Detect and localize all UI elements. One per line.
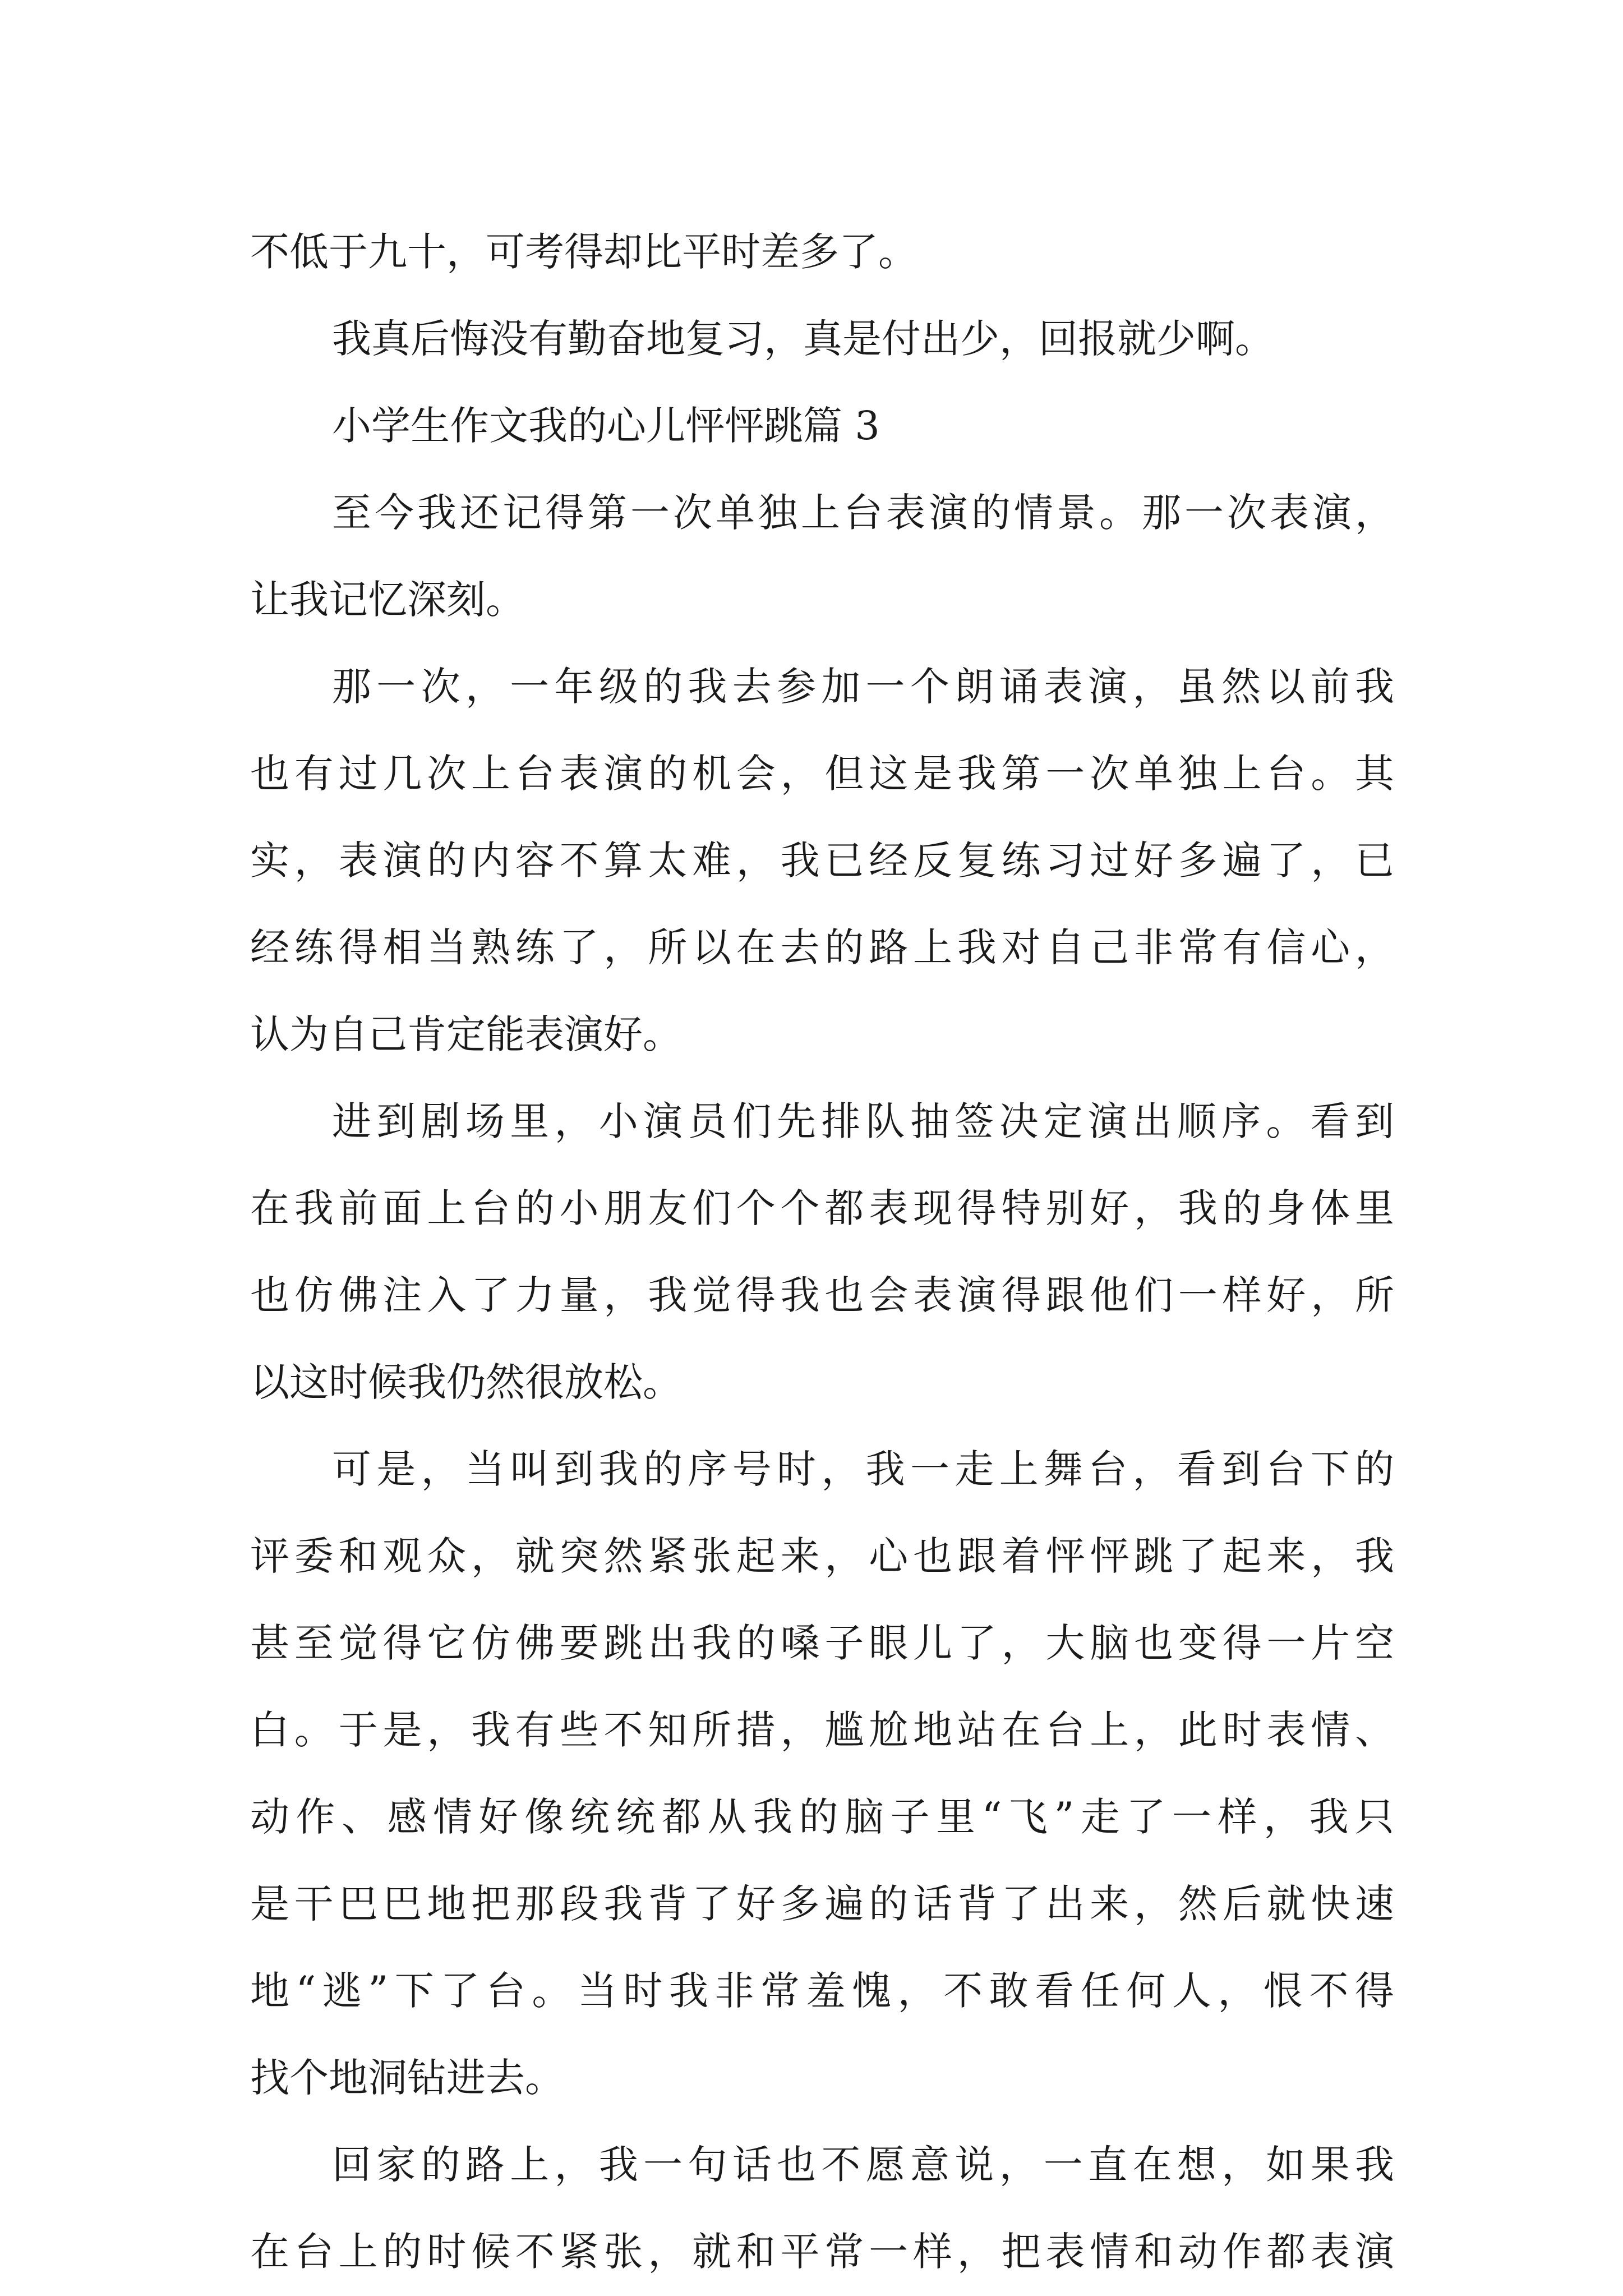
section-heading: 小学生作文我的心儿怦怦跳篇 3 xyxy=(332,403,880,449)
text-line: 也仿佛注入了力量，我觉得我也会表演得跟他们一样好，所 xyxy=(250,1272,1394,1318)
text-line: 在我前面上台的小朋友们个个都表现得特别好，我的身体里 xyxy=(250,1185,1394,1231)
text-line: 回家的路上，我一句话也不愿意说，一直在想，如果我 xyxy=(332,2142,1394,2188)
text-line: 找个地洞钻进去。 xyxy=(250,2055,564,2101)
text-line: 经练得相当熟练了，所以在去的路上我对自己非常有信心， xyxy=(250,924,1394,970)
text-line: 那一次，一年级的我去参加一个朗诵表演，虽然以前我 xyxy=(332,664,1394,710)
text-line: 评委和观众，就突然紧张起来，心也跟着怦怦跳了起来，我 xyxy=(250,1533,1394,1579)
text-line: 认为自己肯定能表演好。 xyxy=(250,1011,682,1057)
text-line: 是干巴巴地把那段我背了好多遍的话背了出来，然后就快速 xyxy=(250,1881,1394,1927)
text-line: 实，表演的内容不算太难，我已经反复练习过好多遍了，已 xyxy=(250,838,1394,884)
text-line: 我真后悔没有勤奋地复习，真是付出少，回报就少啊。 xyxy=(332,316,1274,362)
text-line: 在台上的时候不紧张，就和平常一样，把表情和动作都表演 xyxy=(250,2229,1394,2275)
text-line: 至今我还记得第一次单独上台表演的情景。那一次表演， xyxy=(332,490,1394,536)
text-line: 可是，当叫到我的序号时，我一走上舞台，看到台下的 xyxy=(332,1446,1394,1492)
text-line: 进到剧场里，小演员们先排队抽签决定演出顺序。看到 xyxy=(332,1098,1394,1144)
text-line: 不低于九十，可考得却比平时差多了。 xyxy=(250,229,917,275)
text-line: 地“逃”下了台。当时我非常羞愧，不敢看任何人，恨不得 xyxy=(250,1968,1394,2014)
text-line: 动作、感情好像统统都从我的脑子里“飞”走了一样，我只 xyxy=(250,1794,1394,1840)
text-line: 也有过几次上台表演的机会，但这是我第一次单独上台。其 xyxy=(250,751,1394,797)
text-line: 白。于是，我有些不知所措，尴尬地站在台上，此时表情、 xyxy=(250,1707,1394,1753)
text-line: 以这时候我仍然很放松。 xyxy=(250,1359,682,1405)
text-line: 甚至觉得它仿佛要跳出我的嗓子眼儿了，大脑也变得一片空 xyxy=(250,1620,1394,1666)
text-line: 让我记忆深刻。 xyxy=(250,577,525,623)
document-page xyxy=(250,209,1394,2295)
